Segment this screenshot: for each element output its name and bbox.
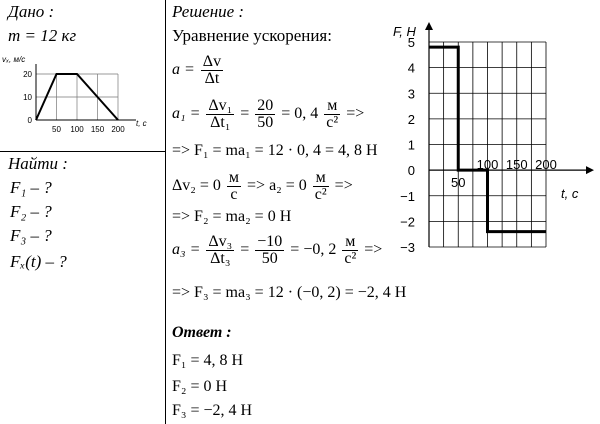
dv2-arrow: => xyxy=(334,177,353,195)
a1-num2: 20 xyxy=(257,97,274,114)
force-y-tick-label: −1 xyxy=(400,188,415,204)
f3-line: => F₃ = ma₃ = 12 · (−0, 2) = −2, 4 Н xyxy=(172,284,407,301)
given-heading: Дано : xyxy=(8,2,55,21)
dv2-unit2-num: м xyxy=(313,170,329,187)
dv2-mid: => a₂ = 0 xyxy=(247,177,307,195)
force-y-label: F, Н xyxy=(393,24,416,39)
a3-unit-num: м xyxy=(342,234,358,251)
a3-num1: Δv₃ xyxy=(208,233,233,250)
force-y-tick-label: −2 xyxy=(400,214,415,230)
a3-lhs: a₃ = xyxy=(172,241,201,259)
find-item-4: Fₓ(t) – ? xyxy=(10,252,67,271)
find-item-3: F₃ – ? xyxy=(10,226,52,245)
a3-result: = −0, 2 xyxy=(290,241,337,259)
section-divider xyxy=(0,151,165,152)
force-x-tick-label: 200 xyxy=(535,157,557,173)
equation-title: Уравнение ускорения: xyxy=(172,26,332,45)
a1-den1: Δt₁ xyxy=(210,114,231,131)
velocity-x-tick-label: 100 xyxy=(70,125,84,134)
dv2-unit2-den: с² xyxy=(314,186,327,203)
velocity-grid xyxy=(36,74,118,120)
a3-den2: 50 xyxy=(261,250,278,267)
velocity-y-tick-label: 20 xyxy=(23,70,32,79)
velocity-y-tick-label: 10 xyxy=(23,93,32,102)
a3-unit-den: с² xyxy=(344,250,357,267)
dv2-equation xyxy=(172,170,353,203)
find-heading: Найти : xyxy=(8,154,68,173)
dv2-unit-num: м xyxy=(228,169,240,186)
accel-def-lhs: a = xyxy=(172,61,195,79)
find-item-1: F₁ – ? xyxy=(10,178,52,197)
force-y-tick-label: 3 xyxy=(407,86,415,102)
a1-num1: Δv₁ xyxy=(208,97,233,114)
dv2-lhs: Δv₂ = 0 xyxy=(172,177,221,195)
force-x-label: t, с xyxy=(561,186,579,201)
a3-num2: −10 xyxy=(257,233,283,250)
a1-result: = 0, 4 xyxy=(281,105,319,123)
a1-eq: = xyxy=(240,105,250,123)
a3-equation xyxy=(172,234,382,267)
force-y-tick-label: 4 xyxy=(407,60,415,76)
f2-line: => F₂ = ma₂ = 0 Н xyxy=(172,208,292,225)
a1-arrow: => xyxy=(346,105,365,123)
a1-unit-num: м xyxy=(324,98,340,115)
force-y-tick-label: 1 xyxy=(407,137,415,153)
force-x-arrow xyxy=(586,166,594,174)
force-y-tick-label: −3 xyxy=(400,240,415,255)
velocity-x-label: t, с xyxy=(136,119,147,128)
answer-item-3: F₃ = −2, 4 Н xyxy=(172,402,253,419)
force-graph xyxy=(385,22,595,262)
accel-def-num: Δv xyxy=(202,53,222,70)
answer-item-2: F₂ = 0 Н xyxy=(172,378,228,395)
force-y-arrow xyxy=(425,22,433,30)
a3-den1: Δt₃ xyxy=(210,250,231,267)
answer-heading: Ответ : xyxy=(172,324,232,341)
velocity-x-tick-label: 150 xyxy=(90,125,105,134)
velocity-y-tick-label: 0 xyxy=(27,116,32,125)
force-x-tick-label: 50 xyxy=(451,175,466,191)
velocity-graph xyxy=(0,50,165,142)
velocity-x-tick-label: 50 xyxy=(52,125,61,134)
accel-def-den: Δt xyxy=(204,70,220,87)
answer-item-1: F₁ = 4, 8 Н xyxy=(172,352,244,369)
force-x-tick-label: 100 xyxy=(476,157,499,173)
column-divider xyxy=(165,0,166,424)
force-y-tick-label: 5 xyxy=(407,35,415,50)
a1-unit-den: с² xyxy=(326,114,339,131)
given-mass: m = 12 кг xyxy=(8,26,77,45)
a1-den2: 50 xyxy=(257,114,274,131)
find-item-2: F₂ – ? xyxy=(10,202,52,221)
a3-eq: = xyxy=(240,241,250,259)
solution-heading: Решение : xyxy=(172,2,245,21)
velocity-y-label: vₓ, м/с xyxy=(2,55,26,64)
velocity-x-tick-label: 200 xyxy=(111,125,125,134)
f1-line: => F₁ = ma₁ = 12 · 0, 4 = 4, 8 Н xyxy=(172,142,378,159)
force-x-tick-label: 150 xyxy=(505,157,528,173)
dv2-unit-den: с xyxy=(230,186,238,203)
a1-equation xyxy=(172,98,364,131)
force-y-tick-label: 2 xyxy=(407,111,415,127)
a1-lhs: a₁ = xyxy=(172,105,201,123)
force-y-tick-label: 0 xyxy=(407,163,415,179)
accel-definition xyxy=(172,54,225,87)
a3-arrow: => xyxy=(364,241,383,259)
